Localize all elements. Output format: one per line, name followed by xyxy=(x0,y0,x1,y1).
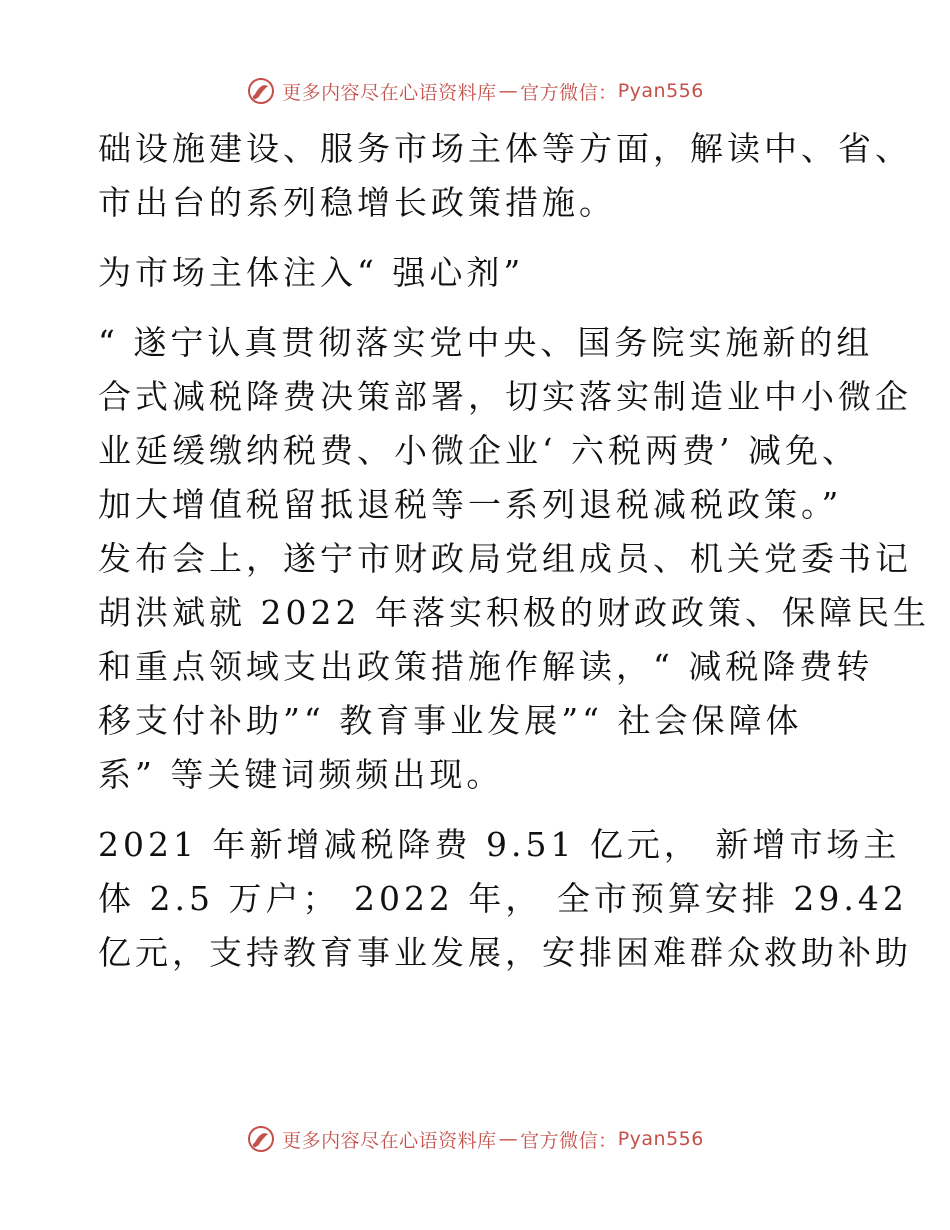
text-line: 系” 等关键词频频出现。 xyxy=(98,755,504,794)
text-line: 业延缓缴纳税费、小微企业‘ 六税两费’ 减免、 xyxy=(98,431,859,470)
text-line: 亿元，支持教育事业发展，安排困难群众救助补助 xyxy=(98,933,912,972)
text-line: 为市场主体注入“ 强心剂” xyxy=(98,253,525,292)
text-line: 2021 年新增减税降费 9.51 亿元， 新增市场主 xyxy=(98,825,901,864)
text-line: 移支付补助”“ 教育事业发展”“ 社会保障体 xyxy=(98,701,803,740)
paragraph xyxy=(98,122,912,230)
paragraph xyxy=(98,818,912,980)
document-body xyxy=(98,122,930,980)
footer-watermark xyxy=(0,1124,950,1154)
text-line: 胡洪斌就 2022 年落实积极的财政政策、保障民生 xyxy=(98,593,930,632)
paragraph xyxy=(98,316,930,802)
header-watermark xyxy=(0,76,950,106)
watermark-main-text: 更多内容尽在心语资料库 xyxy=(282,81,497,104)
text-line: 合式减税降费决策部署，切实落实制造业中小微企 xyxy=(98,377,912,416)
watermark-sub-text: 官方微信： xyxy=(520,81,618,104)
brand-logo-icon xyxy=(246,1124,276,1154)
section-heading xyxy=(98,246,858,300)
text-line: 加大增值税留抵退税等一系列退税减税政策。” xyxy=(98,485,843,524)
watermark-sub-text: 官方微信： xyxy=(520,1129,618,1152)
text-line: 和重点领域支出政策措施作解读，“ 减税降费转 xyxy=(98,647,874,686)
text-line: 市出台的系列稳增长政策措施。 xyxy=(98,183,616,222)
watermark-wechat-id: Pyan556 xyxy=(617,1128,704,1150)
text-line: 体 2.5 万户； 2022 年， 全市预算安排 29.42 xyxy=(98,879,908,918)
text-line: 发布会上，遂宁市财政局党组成员、机关党委书记 xyxy=(98,539,912,578)
text-line: “ 遂宁认真贯彻落实党中央、国务院实施新的组 xyxy=(98,323,874,362)
watermark-dash: — xyxy=(498,80,519,102)
watermark-dash: — xyxy=(498,1128,519,1150)
watermark-wechat-id: Pyan556 xyxy=(617,80,704,102)
brand-logo-icon xyxy=(246,76,276,106)
watermark-main-text: 更多内容尽在心语资料库 xyxy=(282,1129,497,1152)
text-line: 础设施建设、服务市场主体等方面，解读中、省、 xyxy=(98,129,912,168)
